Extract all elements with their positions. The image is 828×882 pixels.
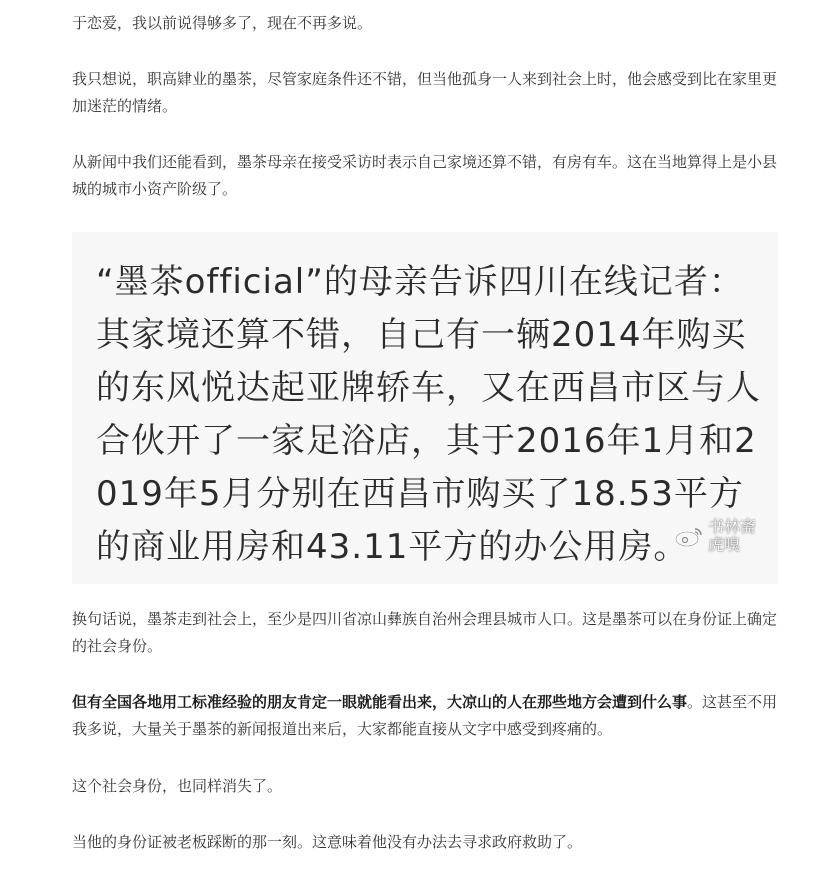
- watermark: [674, 518, 756, 554]
- weibo-icon: [674, 525, 704, 547]
- bold-text: 但有全国各地用工标准经验的朋友肯定一眼就能看出来，大凉山的人在那些地方会遭到什么事: [72, 693, 688, 711]
- paragraph: 从新闻中我们还能看到，墨茶母亲在接受采访时表示自己家境还算不错，有房有车。这在当地算得上是小县城的城市小资产阶级了。: [72, 153, 778, 198]
- watermark-text-stack: [708, 518, 756, 554]
- watermark-text: 虎嗅: [707, 535, 740, 554]
- paragraph: 换句话说，墨茶走到社会上，至少是四川省凉山彝族自治州会理县城市人口。这是墨茶可以在身份证上确定的社会身份。: [72, 610, 778, 655]
- watermark-text: 书林斋: [707, 517, 756, 536]
- paragraph: 我只想说，职高肄业的墨茶，尽管家庭条件还不错，但当他孤身一人来到社会上时，他会感受到比在家里更加迷茫的情绪。: [72, 70, 778, 115]
- paragraph: 这个社会身份，也同样消失了。: [72, 777, 283, 795]
- quote-screenshot-image: [72, 232, 778, 584]
- paragraph: 于恋爱，我以前说得够多了，现在不再多说。: [72, 14, 373, 32]
- paragraph: 当他的身份证被老板踩断的那一刻。这意味着他没有办法去寻求政府救助了。: [72, 833, 583, 851]
- paragraph-emphasis: [72, 689, 778, 743]
- paragraph-text: 。这甚至不用我多说，大量关于墨茶的新闻报道出来后，大家都能直接从文字中感受到疼痛的。: [72, 693, 778, 738]
- quote-text: “墨茶official”的母亲告诉四川在线记者：其家境还算不错，自己有一辆2014年购买的东风悦达起亚牌轿车，又在西昌市区与人合伙开了一家足浴店，其于2016年1月和2019年5月分别在西昌市购买了18.53平方的商业用房和43.11平方的办公用房。: [96, 262, 761, 567]
